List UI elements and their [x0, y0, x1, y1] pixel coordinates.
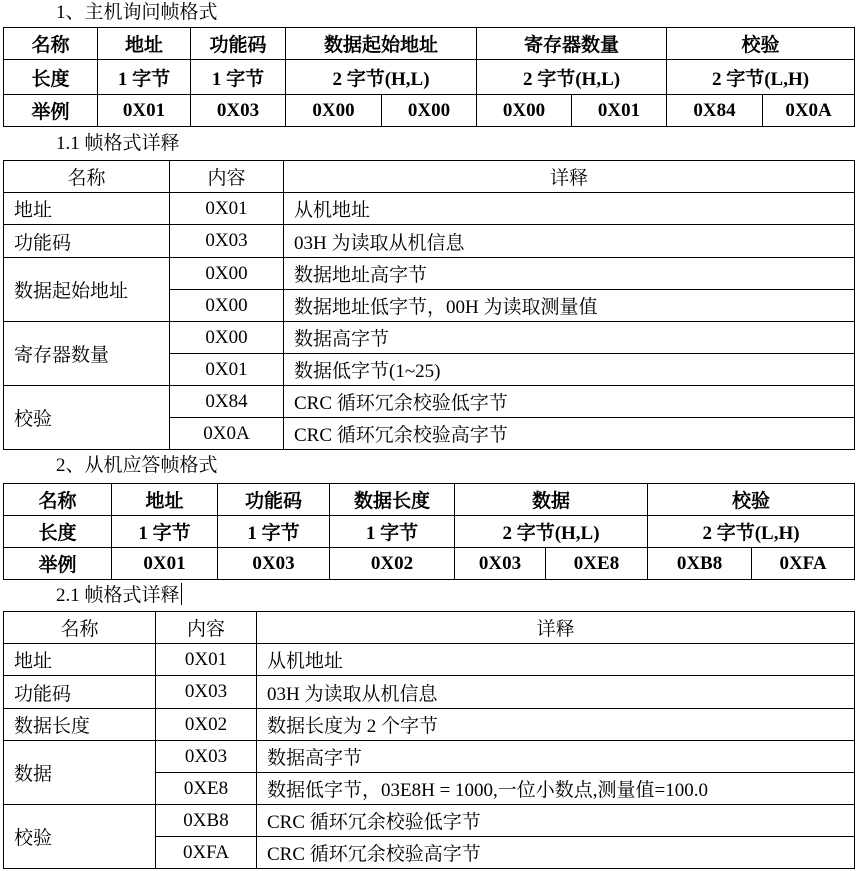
length-cell: 2 字节(L,H) [667, 60, 855, 95]
text-cursor [181, 583, 182, 605]
section2-heading: 2、从机应答帧格式 [56, 455, 218, 476]
example-cell: 0X84 [667, 95, 763, 127]
response-frame-format-table [3, 483, 855, 580]
detail-cell: 数据长度为 2 个字节 [257, 709, 855, 741]
example-cell: 0X03 [455, 548, 546, 580]
content-cell: 0X01 [156, 644, 257, 676]
header-cell: 寄存器数量 [477, 28, 667, 60]
name-cell: 数据 [4, 741, 156, 805]
table-row [4, 709, 855, 741]
table-row [4, 225, 855, 258]
length-cell: 1 字节 [98, 60, 191, 95]
detail-cell: 从机地址 [257, 644, 855, 676]
content-cell: 0X84 [170, 386, 284, 418]
detail-cell: CRC 循环冗余校验高字节 [284, 418, 855, 450]
table-row [4, 322, 855, 354]
example-cell: 0X00 [382, 95, 477, 127]
header-cell: 名称 [4, 161, 170, 193]
content-cell: 0X01 [170, 193, 284, 225]
content-cell: 0X00 [170, 290, 284, 322]
content-cell: 0X03 [170, 225, 284, 258]
detail-cell: 数据地址低字节，00H 为读取测量值 [284, 290, 855, 322]
name-cell: 数据长度 [4, 709, 156, 741]
section2-1-heading-text: 2.1 帧格式详释 [56, 585, 180, 606]
header-cell: 地址 [98, 28, 191, 60]
length-cell: 2 字节(H,L) [286, 60, 477, 95]
table-row [4, 193, 855, 225]
length-cell: 2 字节(L,H) [648, 516, 855, 548]
header-cell: 名称 [4, 612, 156, 644]
content-cell: 0X00 [170, 322, 284, 354]
example-cell: 0X03 [218, 548, 330, 580]
header-cell: 详释 [284, 161, 855, 193]
content-cell: 0X00 [170, 258, 284, 290]
header-cell: 名称 [4, 484, 112, 516]
detail-cell: CRC 循环冗余校验高字节 [257, 837, 855, 869]
header-cell: 数据长度 [330, 484, 455, 516]
example-cell: 0XB8 [648, 548, 752, 580]
name-cell: 地址 [4, 193, 170, 225]
header-cell: 数据起始地址 [286, 28, 477, 60]
header-cell: 内容 [156, 612, 257, 644]
detail-cell: 03H 为读取从机信息 [257, 676, 855, 709]
length-cell: 2 字节(H,L) [477, 60, 667, 95]
table-row [4, 805, 855, 837]
example-cell: 0XE8 [546, 548, 648, 580]
example-cell: 举例 [4, 95, 98, 127]
table-row [4, 95, 855, 127]
length-cell: 1 字节 [218, 516, 330, 548]
header-cell: 校验 [648, 484, 855, 516]
length-cell: 长度 [4, 516, 112, 548]
table-row [4, 258, 855, 290]
example-cell: 举例 [4, 548, 112, 580]
header-cell: 名称 [4, 28, 98, 60]
length-cell: 长度 [4, 60, 98, 95]
name-cell: 地址 [4, 644, 156, 676]
table-row [4, 386, 855, 418]
detail-cell: CRC 循环冗余校验低字节 [284, 386, 855, 418]
response-detail-table [3, 611, 855, 869]
header-cell: 功能码 [218, 484, 330, 516]
detail-cell: 数据高字节 [284, 322, 855, 354]
example-cell: 0X01 [98, 95, 191, 127]
length-cell: 1 字节 [191, 60, 286, 95]
table-row [4, 741, 855, 773]
header-cell: 详释 [257, 612, 855, 644]
content-cell: 0XB8 [156, 805, 257, 837]
header-cell: 内容 [170, 161, 284, 193]
example-cell: 0X0A [763, 95, 855, 127]
table-row [4, 516, 855, 548]
request-frame-format-table [3, 27, 855, 127]
example-cell: 0X01 [572, 95, 667, 127]
example-cell: 0X03 [191, 95, 286, 127]
name-cell: 寄存器数量 [4, 322, 170, 386]
example-cell: 0X01 [112, 548, 218, 580]
request-detail-table [3, 160, 855, 450]
length-cell: 2 字节(H,L) [455, 516, 648, 548]
length-cell: 1 字节 [330, 516, 455, 548]
name-cell: 校验 [4, 386, 170, 450]
content-cell: 0X03 [156, 676, 257, 709]
table-row [4, 28, 855, 60]
header-cell: 校验 [667, 28, 855, 60]
header-cell: 功能码 [191, 28, 286, 60]
table-row [4, 484, 855, 516]
detail-cell: 从机地址 [284, 193, 855, 225]
table-row [4, 676, 855, 709]
content-cell: 0X03 [156, 741, 257, 773]
content-cell: 0X0A [170, 418, 284, 450]
section1-1-heading: 1.1 帧格式详释 [56, 133, 180, 154]
content-cell: 0X02 [156, 709, 257, 741]
example-cell: 0X00 [477, 95, 572, 127]
example-cell: 0X02 [330, 548, 455, 580]
detail-cell: 数据低字节(1~25) [284, 354, 855, 386]
detail-cell: 数据高字节 [257, 741, 855, 773]
name-cell: 功能码 [4, 676, 156, 709]
section1-heading: 1、主机询问帧格式 [56, 2, 218, 23]
header-cell: 数据 [455, 484, 648, 516]
table-row [4, 548, 855, 580]
content-cell: 0X01 [170, 354, 284, 386]
length-cell: 1 字节 [112, 516, 218, 548]
table-row [4, 161, 855, 193]
table-row [4, 60, 855, 95]
detail-cell: CRC 循环冗余校验低字节 [257, 805, 855, 837]
example-cell: 0XFA [752, 548, 855, 580]
content-cell: 0XFA [156, 837, 257, 869]
detail-cell: 03H 为读取从机信息 [284, 225, 855, 258]
table-row [4, 644, 855, 676]
detail-cell: 数据低字节，03E8H = 1000,一位小数点,测量值=100.0 [257, 773, 855, 805]
example-cell: 0X00 [286, 95, 382, 127]
section2-1-heading [56, 583, 182, 608]
name-cell: 功能码 [4, 225, 170, 258]
name-cell: 数据起始地址 [4, 258, 170, 322]
content-cell: 0XE8 [156, 773, 257, 805]
name-cell: 校验 [4, 805, 156, 869]
detail-cell: 数据地址高字节 [284, 258, 855, 290]
header-cell: 地址 [112, 484, 218, 516]
table-row [4, 612, 855, 644]
